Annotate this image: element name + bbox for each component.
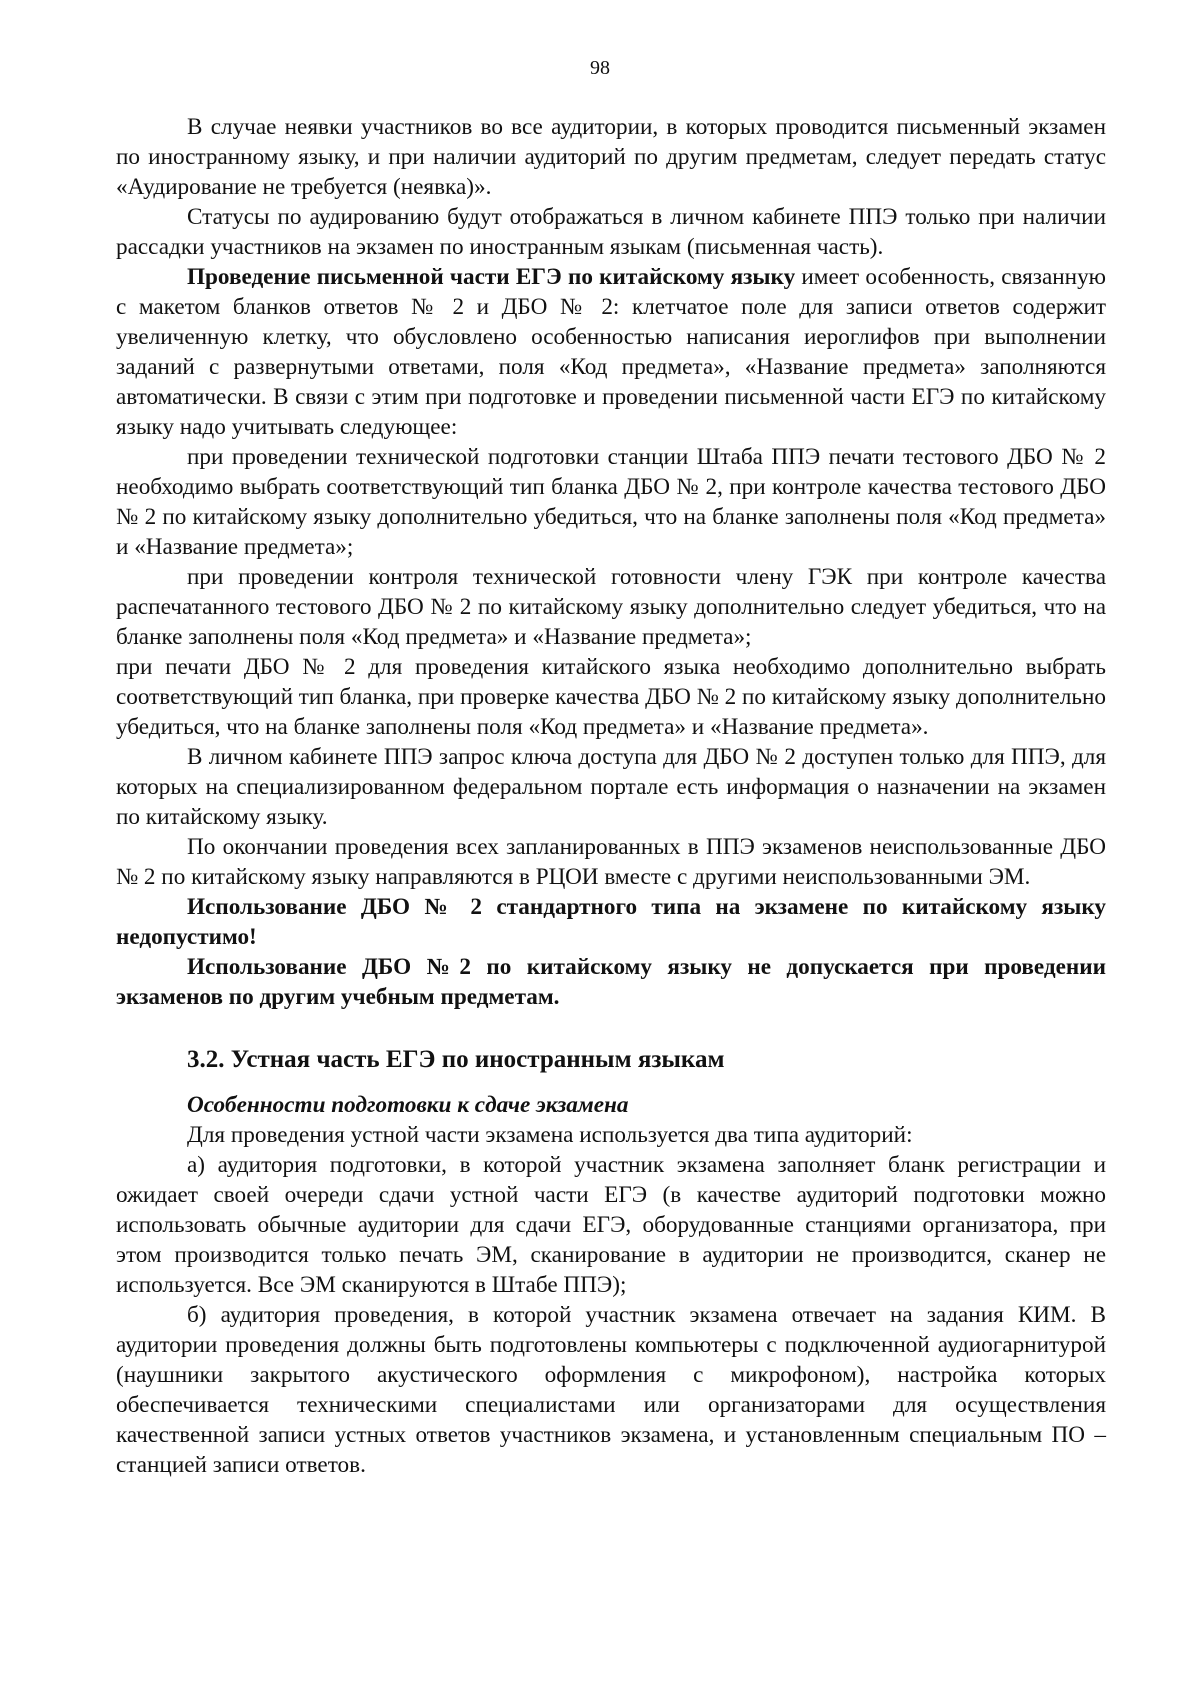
paragraph-room-types: Для проведения устной части экзамена используется два типа аудиторий: — [187, 1122, 913, 1148]
paragraph-warning-standard-type: Использование ДБО № 2 стандартного типа на экзамене по китайскому языку недопустимо! — [116, 894, 1106, 950]
paragraph-body: имеет особенность, связанную с макетом бланков ответов № 2 и ДБО № 2: клетчатое поле для записи ответов содержит увеличенную клетку, что обусловлено особенностью написания иероглифов при выполнении заданий с развернутыми ответами, поля «Код предмета», «Название предмета» заполняются автоматически. В связи с этим при подготовке и проведении письменной части ЕГЭ по китайскому языку надо учитывать следующее: — [116, 264, 1106, 440]
paragraph-chinese-written-part — [116, 262, 1106, 442]
page-content — [116, 112, 1106, 1480]
paragraph-tech-readiness: при проведении контроля технической готовности члену ГЭК при контроле качества распечатанного тестового ДБО № 2 по китайскому языку дополнительно следует убедиться, что на бланке заполнены поля «Код предмета» и «Название предмета»; — [116, 564, 1106, 650]
paragraph-preparation-room: а) аудитория подготовки, в которой участник экзамена заполняет бланк регистрации и ожидает своей очереди сдачи устной части ЕГЭ (в качестве аудиторий подготовки можно использовать обычные аудитории для сдачи ЕГЭ, оборудованные станциями организатора, при этом производится только печать ЭМ, сканирование в аудитории не производится, сканер не используется. Все ЭМ сканируются в Штабе ППЭ); — [116, 1152, 1106, 1298]
paragraph-exam-room: б) аудитория проведения, в которой участник экзамена отвечает на задания КИМ. В аудитории проведения должны быть подготовлены компьютеры с подключенной аудиогарнитурой (наушники закрытого акустического оформления с микрофоном), настройка которых обеспечивается техническими специалистами или организаторами для осуществления качественной записи устных ответов участников экзамена, и установленным специальным ПО – станцией записи ответов. — [116, 1302, 1106, 1478]
paragraph-absence-status: В случае неявки участников во все аудитории, в которых проводится письменный экзамен по иностранному языку, и при наличии аудиторий по другим предметам, следует передать статус «Аудирование не требуется (неявка)». — [116, 114, 1106, 200]
paragraph-printing: при печати ДБО № 2 для проведения китайского языка необходимо дополнительно выбрать соответствующий тип бланка, при проверке качества ДБО № 2 по китайскому языку дополнительно убедиться, что на бланке заполнены поля «Код предмета» и «Название предмета». — [116, 654, 1106, 740]
page-number: 98 — [590, 57, 610, 79]
paragraph-listening-status: Статусы по аудированию будут отображаться в личном кабинете ППЭ только при наличии рассадки участников на экзамен по иностранным языкам (письменная часть). — [116, 204, 1106, 260]
paragraph-unused-forms: По окончании проведения всех запланированных в ППЭ экзаменов неиспользованные ДБО № 2 по китайскому языку направляются в РЦОИ вместе с другими неиспользованными ЭМ. — [116, 834, 1106, 890]
paragraph-bold-lead: Проведение письменной части ЕГЭ по китайскому языку — [187, 264, 796, 290]
paragraph-tech-preparation: при проведении технической подготовки станции Штаба ППЭ печати тестового ДБО № 2 необходимо выбрать соответствующий тип бланка ДБО № 2, при контроле качества тестового ДБО № 2 по китайскому языку дополнительно убедиться, что на бланке заполнены поля «Код предмета» и «Название предмета»; — [116, 444, 1106, 560]
section-heading: 3.2. Устная часть ЕГЭ по иностранным языкам — [187, 1046, 725, 1073]
paragraph-warning-other-subjects: Использование ДБО №2 по китайскому языку не допускается при проведении экзаменов по другим учебным предметам. — [116, 954, 1106, 1010]
section-subheading: Особенности подготовки к сдаче экзамена — [187, 1092, 629, 1118]
paragraph-access-key: В личном кабинете ППЭ запрос ключа доступа для ДБО № 2 доступен только для ППЭ, для которых на специализированном федеральном портале есть информация о назначении на экзамен по китайскому языку. — [116, 744, 1106, 830]
